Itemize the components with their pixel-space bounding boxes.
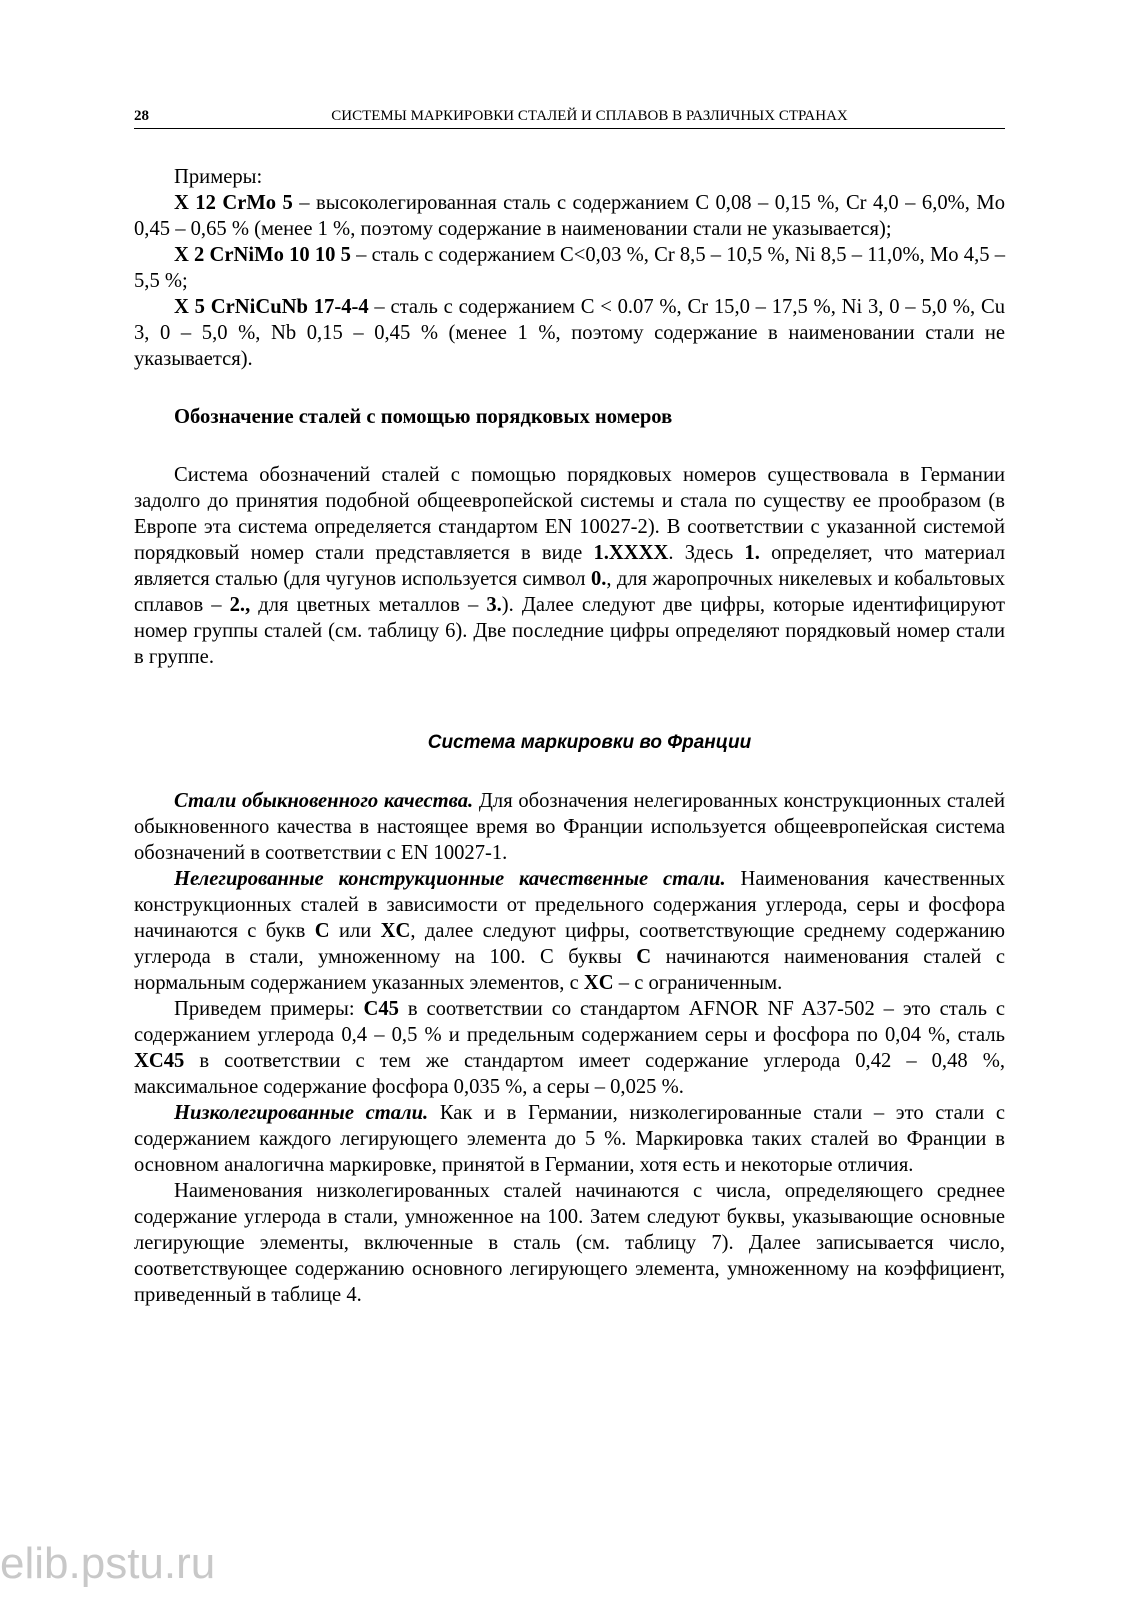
france-text-2e: начинаются наименования сталей с нормальным содержанием указанных элементов, с <box>134 946 1005 994</box>
france-code-xc: XC <box>380 920 411 942</box>
france-text-2d: , далее следуют цифры, соответствующие среднему содержанию углерода в стали, умноженному на 100. С буквы <box>134 920 1005 968</box>
france-text-2f: – с ограниченным. <box>613 972 783 994</box>
france-text-3a: Приведем примеры: <box>174 998 364 1020</box>
france-paragraph-1 <box>134 788 1005 866</box>
ordinal-text-2: . Здесь <box>668 542 745 564</box>
ordinal-text-5: для цветных металлов – <box>250 594 487 616</box>
france-code-xc2: XC <box>583 972 614 994</box>
france-lead-2: Нелегированные конструкционные качественные стали. <box>174 868 726 890</box>
ordinal-text-4: , для жаропрочных никелевых и кобальтовых сплавов – <box>134 568 1006 616</box>
france-paragraph-3 <box>134 996 1005 1100</box>
example-1 <box>134 190 1005 242</box>
example-2 <box>134 242 1005 294</box>
france-code-c2: C <box>636 946 652 968</box>
page-body <box>134 164 1005 1308</box>
ordinal-code-3: 0. <box>590 568 607 590</box>
example-1-text: – высоколегированная сталь с содержанием C 0,08 – 0,15 %, Cr 4,0 – 6,0%, Mo 0,45 – 0,65 % (менее 1 %, поэтому содержание в наименовании стали не указывается); <box>134 192 1005 240</box>
example-3-text: – сталь с содержанием C < 0.07 %, Cr 15,0 – 17,5 %, Ni 3, 0 – 5,0 %, Cu 3, 0 – 5,0 %, Nb 0,15 – 0,45 % (менее 1 %, поэтому содержание в наименовании стали не указывается). <box>134 296 1005 370</box>
france-paragraph-5: Наименования низколегированных сталей начинаются с числа, определяющего среднее содержание углерода в стали, умноженное на 100. Затем следуют буквы, указывающие основные легирующие элементы, включенные в сталь (см. таблицу 7). Далее записывается число, соответствующее содержанию основного легирующего элемента, умноженному на коэффициент, приведенный в таблице 4. <box>134 1180 1005 1306</box>
ordinal-text-6: ). Далее следуют две цифры, которые идентифицируют номер группы сталей (см. таблицу 6). Две последние цифры определяют порядковый номер стали в группе. <box>134 594 1005 668</box>
france-paragraph-4 <box>134 1100 1005 1178</box>
france-code-c: C <box>314 920 330 942</box>
example-2-text: – сталь с содержанием C<0,03 %, Cr 8,5 – 10,5 %, Ni 8,5 – 11,0%, Mo 4,5 – 5,5 %; <box>134 244 1005 292</box>
france-code-xc45: XC45 <box>134 1050 185 1072</box>
france-code-c45: C45 <box>363 998 399 1020</box>
ordinal-code-2: 1. <box>744 542 760 564</box>
watermark: elib.pstu.ru <box>0 1539 216 1588</box>
france-text-2a: Наименования качественных конструкционных сталей в зависимости от предельного содержания углерода, серы и фосфора начинаются с букв <box>134 868 1005 942</box>
france-text-4: Как и в Германии, низколегированные стали – это стали с содержанием каждого легирующего элемента до 5 %. Маркировка таких сталей во Франции в основном аналогична маркировке, принятой в Германии, хотя есть и некоторые отличия. <box>134 1102 1005 1176</box>
ordinal-code-5: 3. <box>486 594 502 616</box>
france-text-3c: в соответствии с тем же стандартом имеет содержание углерода 0,42 – 0,48 %, максимальное содержание фосфора 0,035 %, а серы – 0,025 %. <box>134 1050 1005 1098</box>
france-text-3b: в соответствии со стандартом AFNOR NF A37-502 – это сталь с содержанием углерода 0,4 – 0,5 % и предельным содержанием серы и фосфора по 0,04 %, сталь <box>134 998 1005 1046</box>
ordinal-paragraph <box>134 462 1005 670</box>
example-2-code: X 2 CrNiMo 10 10 5 <box>174 244 351 266</box>
example-3 <box>134 294 1005 372</box>
france-lead-1: Стали обыкновенного качества. <box>174 790 474 812</box>
ordinal-text-3: определяет, что материал является сталью (для чугунов используется символ <box>134 542 1005 590</box>
section-heading-ordinal: Обозначение сталей с помощью порядковых номеров <box>174 406 673 428</box>
france-paragraph-2 <box>134 866 1005 996</box>
running-title: СИСТЕМЫ МАРКИРОВКИ СТАЛЕЙ И СПЛАВОВ В РАЗЛИЧНЫХ СТРАНАХ <box>331 108 848 124</box>
ordinal-text-1: Система обозначений сталей с помощью порядковых номеров существовала в Германии задолго до принятия подобной общеевропейской системы и стала по существу ее прообразом (в Европе эта система определяется стандартом EN 10027-2). В соответствии с указанной системой порядковый номер стали представляется в виде <box>134 464 1005 564</box>
page-number: 28 <box>134 108 149 124</box>
example-1-code: X 12 CrMo 5 <box>174 192 293 214</box>
example-3-code: X 5 CrNiCuNb 17-4-4 <box>174 296 369 318</box>
france-lead-4: Низколегированные стали. <box>174 1102 429 1124</box>
france-text-1: Для обозначения нелегированных конструкционных сталей обыкновенного качества в настоящее время во Франции используется общеевропейская система обозначений в соответствии с EN 10027-1. <box>134 790 1005 864</box>
page-header <box>134 104 1005 129</box>
ordinal-code-1: 1.XXXX <box>593 542 669 564</box>
ordinal-code-4: 2., <box>229 594 251 616</box>
examples-label: Примеры: <box>174 166 263 188</box>
france-text-2b: или <box>329 920 381 942</box>
section-heading-france: Система маркировки во Франции <box>427 732 752 753</box>
